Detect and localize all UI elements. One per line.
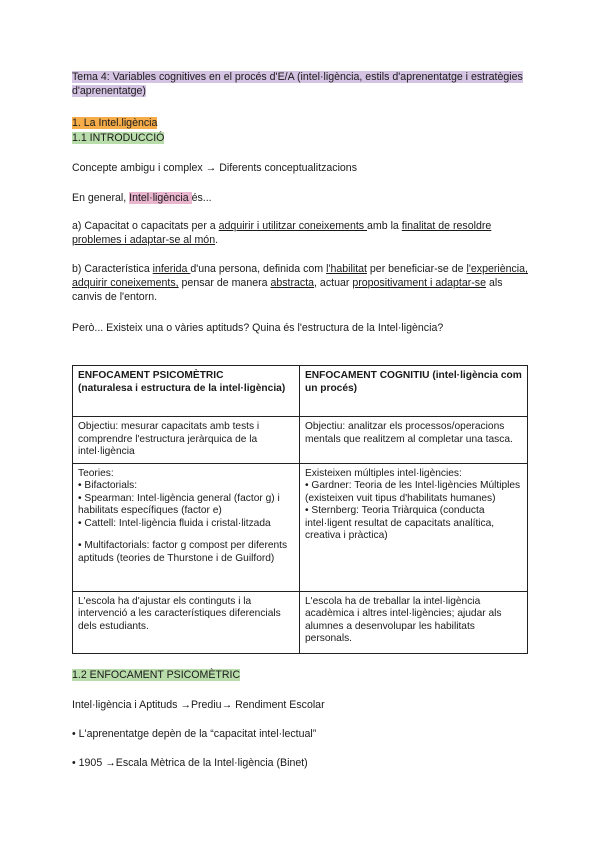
section-heading-1-1: 1.1 INTRODUCCIÓ — [72, 132, 165, 144]
header-psychometric: ENFOCAMENT PSICOMÈTRIC (naturalesa i estructura de la intel·ligència) — [73, 366, 300, 417]
theories-cognitive: Existeixen múltiples intel·ligències: • Gardner: Teoria de les Intel·ligències Múltiples (existeixen vuit tipus d'habilitats humanes) • Sternberg: Teoria Triàrquica (conducta intel·ligent resultat de capacitats analítica, creativa i pràctica) — [300, 463, 528, 591]
section-heading-1-2: 1.2 ENFOCAMENT PSICOMÈTRIC — [72, 669, 241, 681]
aptitudes-line: Intel·ligència i Aptituds →Prediu→ Rendiment Escolar — [72, 699, 325, 711]
school-psychometric: L'escola ha d'ajustar els continguts i la intervenció a les característiques diferencials dels estudiants. — [73, 591, 300, 653]
comparison-table — [72, 365, 528, 654]
title-highlight: Tema 4: Variables cognitives en el procés d'E/A (intel·ligència, estils d'aprenentatge i estratègies d'aprenentatge) — [72, 71, 523, 97]
document-title — [72, 70, 530, 98]
table-row — [73, 591, 528, 653]
objective-cognitive: Objectiu: analitzar els processos/operacions mentals que realitzem al completar una tasca. — [300, 417, 528, 464]
section-heading-1: 1. La Intel.ligència — [72, 117, 158, 129]
table-row — [73, 417, 528, 464]
concept-line: Concepte ambigu i complex → Diferents conceptualitzacions — [72, 162, 357, 174]
definition-a: a) Capacitat o capacitats per a adquirir i utilitzar coneixements amb la finalitat de resoldre problemes i adaptar-se al món. — [72, 220, 492, 246]
definition-b: b) Característica inferida d'una persona, definida com l'habilitat per beneficiar-se de l'experiència, adquirir coneixements, pensar de manera abstracta, actuar propositivament i adaptar-se als canvis de l'entorn. — [72, 263, 528, 303]
bullet-item: • L'aprenentatge depèn de la “capacitat intel·lectual” — [72, 728, 317, 740]
table-header-row — [73, 366, 528, 417]
header-cognitive: ENFOCAMENT COGNITIU (intel·ligència com un procés) — [300, 366, 528, 417]
general-line: En general, Intel·ligència és... — [72, 192, 212, 204]
school-cognitive: L'escola ha de treballar la intel·ligència acadèmica i altres intel·ligències; ajudar als alumnes a desenvolupar les habilitats personals. — [300, 591, 528, 653]
table-row — [73, 463, 528, 591]
intelligence-term: Intel·ligència — [129, 192, 192, 204]
objective-psychometric: Objectiu: mesurar capacitats amb tests i comprendre l'estructura jeràrquica de la intel·ligència — [73, 417, 300, 464]
bullet-item: • 1905 →Escala Mètrica de la Intel·ligència (Binet) — [72, 757, 308, 769]
question-line: Però... Existeix una o vàries aptituds? Quina és l'estructura de la Intel·ligència? — [72, 322, 444, 334]
theories-psychometric: Teories: • Bifactorials: • Spearman: Intel·ligència general (factor g) i habilitats específiques (factor e) • Cattell: Intel·ligència fluida i cristal·litzada • Multifactorials: factor g compost per diferents aptituds (teories de Thurstone i de Guilford) — [73, 463, 300, 591]
